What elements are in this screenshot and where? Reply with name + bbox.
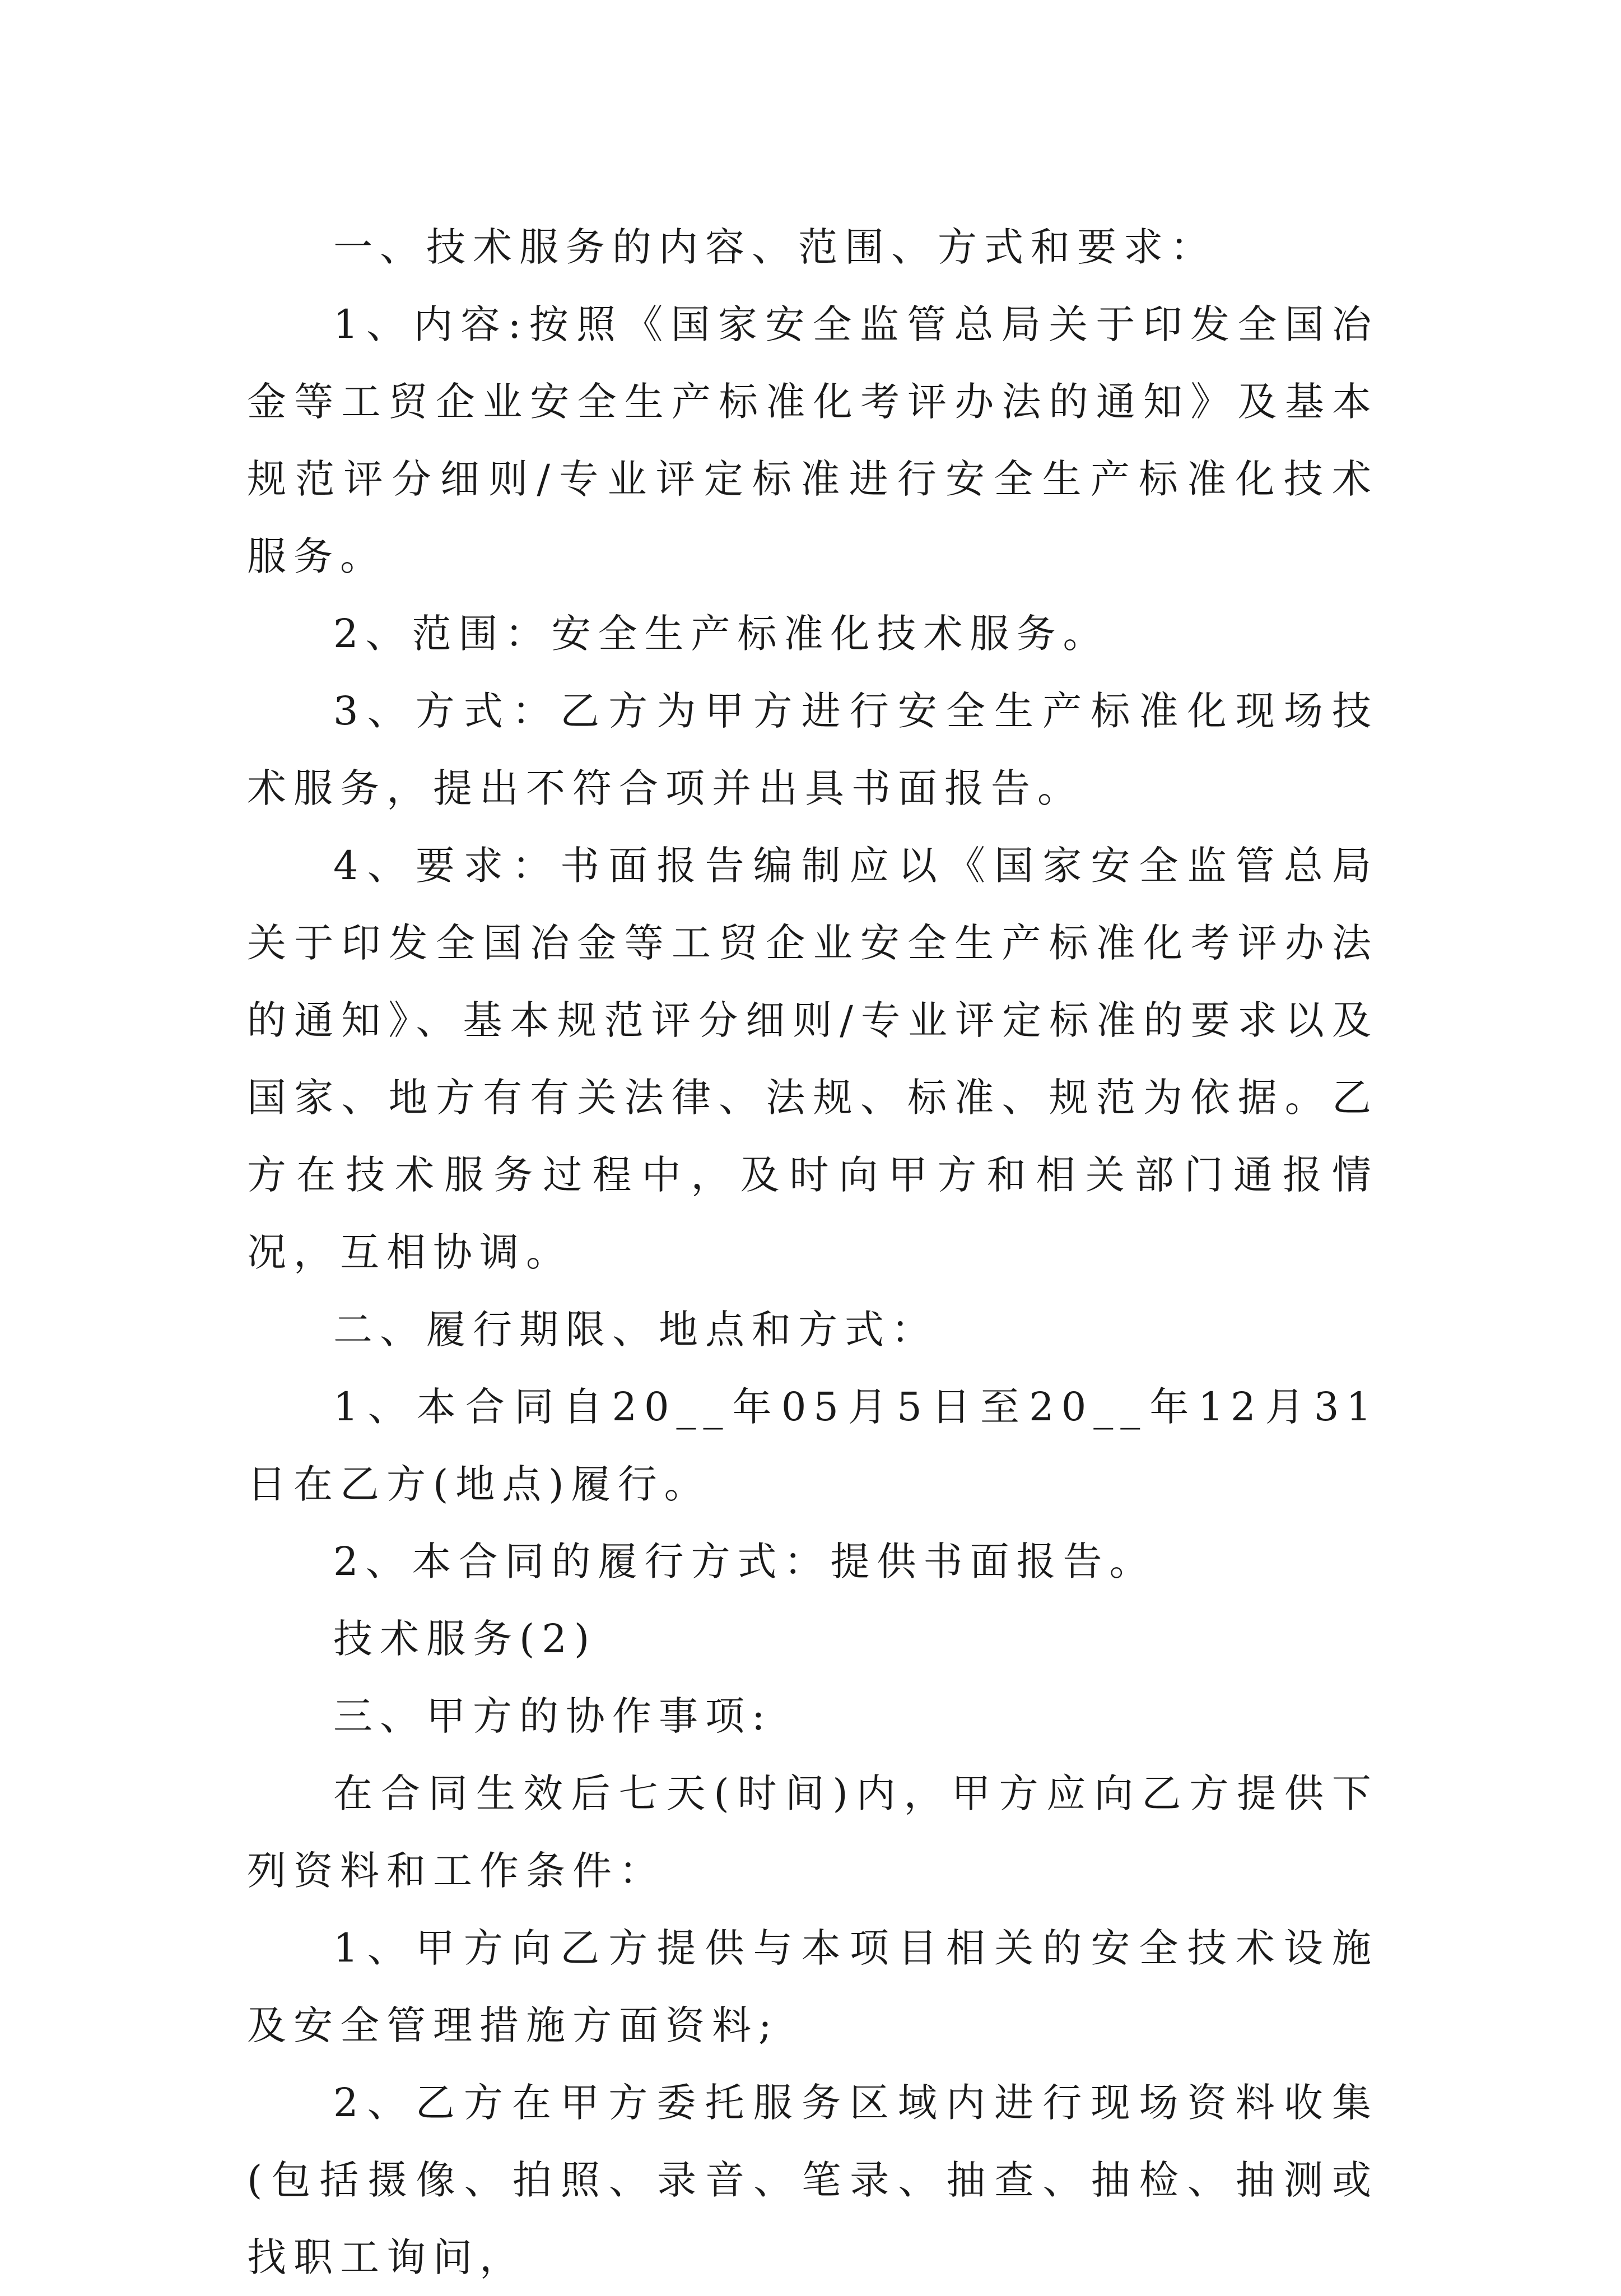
section-heading-3: 三、甲方的协作事项: <box>333 1693 772 1739</box>
paragraph-cooperation: 在合同生效后七天(时间)内，甲方应向乙方提供下列资料和工作条件： <box>247 1770 1378 1894</box>
paragraph-item-1: 1、甲方向乙方提供与本项目相关的安全技术设施及安全管理措施方面资料; <box>247 1925 1378 2048</box>
section-heading-2: 二、履行期限、地点和方式： <box>333 1307 938 1352</box>
document-body <box>247 208 1378 2296</box>
paragraph-item-2: 2、乙方在甲方委托服务区域内进行现场资料收集(包括摄像、拍照、录音、笔录、抽查、抽检、抽测或找职工询问， <box>247 2080 1378 2280</box>
paragraph-subtitle: 技术服务(2) <box>333 1616 597 1662</box>
paragraph-method: 3、方式：乙方为甲方进行安全生产标准化现场技术服务，提出不符合项并出具书面报告。 <box>247 688 1378 811</box>
paragraph-requirements: 4、要求：书面报告编制应以《国家安全监管总局关于印发全国冶金等工贸企业安全生产标准化考评办法的通知》、基本规范评分细则/专业评定标准的要求以及国家、地方有有关法律、法规、标准、规范为依据。乙方在技术服务过程中，及时向甲方和相关部门通报情况，互相协调。 <box>247 843 1378 1275</box>
paragraph-scope: 2、范围：安全生产标准化技术服务。 <box>333 611 1110 657</box>
section-heading-1: 一、技术服务的内容、范围、方式和要求： <box>333 224 1217 270</box>
paragraph-content: 1、内容:按照《国家安全监管总局关于印发全国冶金等工贸企业安全生产标准化考评办法的通知》及基本规范评分细则/专业评定标准进行安全生产标准化技术服务。 <box>247 301 1378 579</box>
paragraph-term: 1、本合同自20__年05月5日至20__年12月31日在乙方(地点)履行。 <box>247 1384 1378 1507</box>
paragraph-performance-method: 2、本合同的履行方式：提供书面报告。 <box>333 1539 1156 1584</box>
